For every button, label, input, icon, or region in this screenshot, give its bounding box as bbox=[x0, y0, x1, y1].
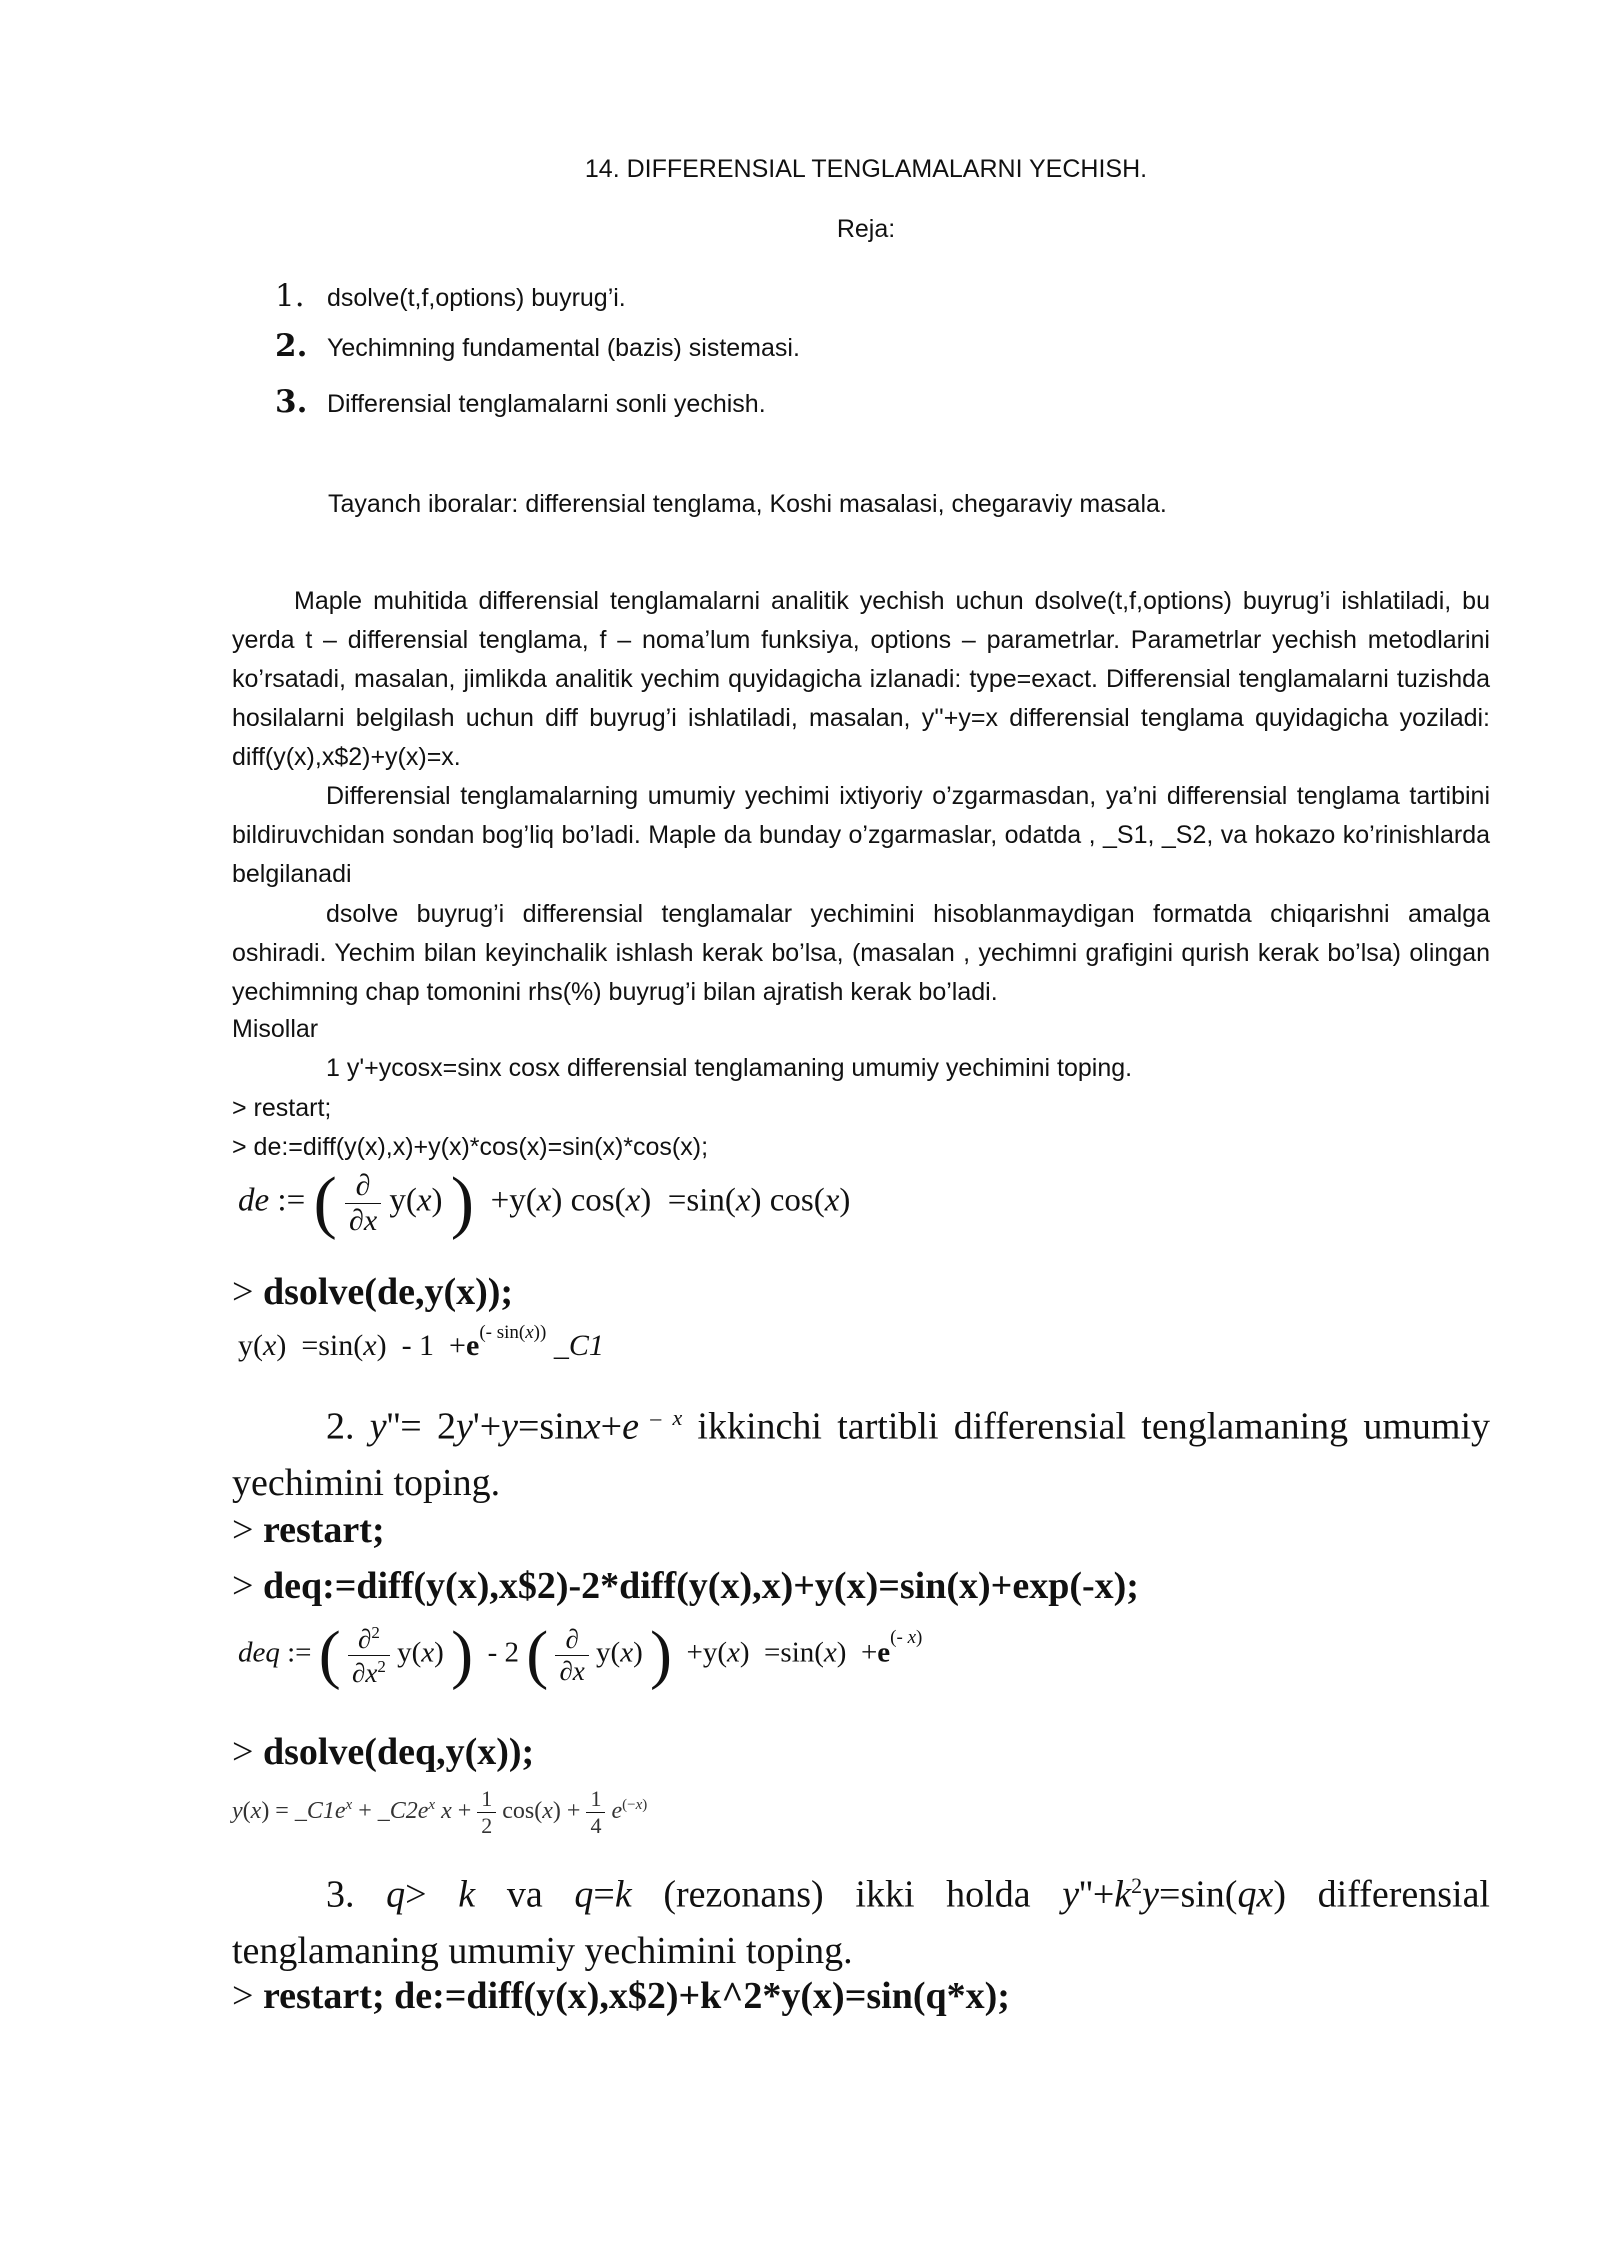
paragraph-dsolve-format: dsolve buyrug’i differensial tenglamalar yechimini hisoblanmaydigan formatda chiqarishni amalga oshiradi. Yechim bilan keyinchalik ishlash kerak bo’lsa, (masalan , yechimni grafigini qurish kerak bo’lsa) olingan yechimning chap tomonini rhs(%) buyrug’i bilan ajratish kerak bo’ladi. bbox=[232, 900, 1490, 1006]
example-1-solution-output: $y(x) =\sin(x) - 1 +e^{(- sin(x))}$ _C1 bbox=[238, 1322, 604, 1362]
example-statement-text: ikkinchi tartibli differensial tenglamaning umumiy yechimini toping. bbox=[232, 1405, 1491, 1504]
command-text: deq:=diff(y(x),x$2)-2*diff(y(x),x)+y(x)=sin(x)+exp(-x); bbox=[262, 1565, 1139, 1607]
prompt: > bbox=[232, 1509, 263, 1551]
prompt: > bbox=[232, 1271, 263, 1313]
examples-heading: Misollar bbox=[232, 1015, 319, 1043]
example-2-statement: 2. y''= 2y'+y=sinx+e $^{- x}$ ikkinchi tartibli differensial tenglamaning umumiy yechimini toping. bbox=[232, 1405, 1491, 1504]
example-2-restart bbox=[232, 1508, 385, 1552]
paragraph-dsolve-intro: Maple muhitida differensial tenglamalarni analitik yechish uchun dsolve(t,f,options) buyrug’i ishlatiladi, bu yerda t – differensial tenglama, f – noma’lum funksiya, options – parametrlar. Parametrlar yechish metodlarini ko’rsatadi, masalan, jimlikda analitik yechim quyidagicha izlanadi: type=exact. Differensial tenglamalarni tuzishda hosilalarni belgilash uchun diff buyrug’i ishlatiladi, masalan, y''+y=x differensial tenglama quyidagicha yoziladi: diff(y(x),x$2)+y(x)=x. bbox=[232, 587, 1490, 771]
example-2-dsolve-command bbox=[232, 1730, 534, 1774]
plan-item-number: 1. bbox=[275, 278, 305, 314]
command-text: restart; de:=diff(y(x),x$2)+k^2*y(x)=sin(q*x); bbox=[262, 1975, 1010, 2017]
plan-heading: Reja: bbox=[836, 215, 896, 243]
example-1-dsolve-command bbox=[232, 1270, 513, 1314]
example-statement-text: (rezonans) ikki holda bbox=[631, 1873, 1063, 1916]
plan-item-1 bbox=[275, 278, 626, 314]
example-3-command bbox=[232, 1974, 1010, 2018]
example-1-statement: 1 y'+ycosx=sinx cosx differensial tenglamaning umumiy yechimini toping. bbox=[326, 1054, 1133, 1082]
command-text: restart; bbox=[262, 1509, 385, 1551]
plan-item-text: dsolve(t,f,options) buyrug’i. bbox=[327, 284, 626, 312]
plan-item-number: 2. bbox=[275, 328, 308, 364]
page-title: 14. DIFFERENSIAL TENGLAMALARNI YECHISH. bbox=[584, 155, 1148, 183]
prompt: > bbox=[232, 1565, 263, 1607]
keywords-line: Tayanch iboralar: differensial tenglama, Koshi masalasi, chegaraviy masala. bbox=[328, 490, 1167, 518]
example-1-restart: > restart; bbox=[232, 1094, 332, 1122]
example-number: 2. bbox=[326, 1405, 355, 1448]
paragraph-general-solution: Differensial tenglamalarning umumiy yechimi ixtiyoriy o’zgarmasdan, ya’ni differensial tenglama tartibini bildiruvchidan sondan bog’liq bo’ladi. Maple da bunday o’zgarmaslar, odatda , _S1, _S2, va hokazo ko’rinishlarda belgilanadi bbox=[232, 782, 1490, 888]
command-text: dsolve(de,y(x)); bbox=[262, 1271, 514, 1313]
plan-item-2 bbox=[275, 328, 800, 364]
plan-item-text: Yechimning fundamental (bazis) sistemasi. bbox=[327, 334, 800, 362]
example-number: 3. bbox=[326, 1873, 355, 1916]
example-1-de-output: de := ( $\frac{\partial}{\partial x}$ y(x) ) +y(x) cos(x) =sin(x) cos(x) bbox=[238, 1164, 851, 1241]
plan-item-number: 3. bbox=[275, 384, 308, 420]
example-2-solution-output: $y(x) = \_C1e^x$ + $\_C2e^x$ x + $\frac{1}{2}$ cos(x) + $\frac{1}{4}$ $e^{(-x)}$ bbox=[232, 1786, 648, 1838]
prompt: > bbox=[232, 1731, 263, 1773]
example-2-deq-command bbox=[232, 1564, 1139, 1608]
example-3-statement: 3. q> k va q=k (rezonans) ikki holda $y''+k^2y=\sin(qx)$ differensial tenglamaning umumiy yechimini toping. bbox=[232, 1873, 1490, 1972]
plan-item-text: Differensial tenglamalarni sonli yechish. bbox=[327, 390, 766, 418]
example-2-deq-output: deq := ( $\frac{\partial^2}{\partial x^2}$ y(x) ) - 2 ( $\frac{\partial}{\partial x}$ y(x) ) $+y(x) =\sin(x) +e^{(- x)}$ bbox=[238, 1618, 923, 1691]
command-text: dsolve(deq,y(x)); bbox=[262, 1731, 535, 1773]
example-1-de-command: > de:=diff(y(x),x)+y(x)*cos(x)=sin(x)*cos(x); bbox=[232, 1133, 709, 1161]
plan-item-3 bbox=[275, 384, 766, 420]
prompt: > bbox=[232, 1975, 263, 2017]
example-statement-text: differensial tenglamaning umumiy yechimini toping. bbox=[232, 1873, 1490, 1972]
